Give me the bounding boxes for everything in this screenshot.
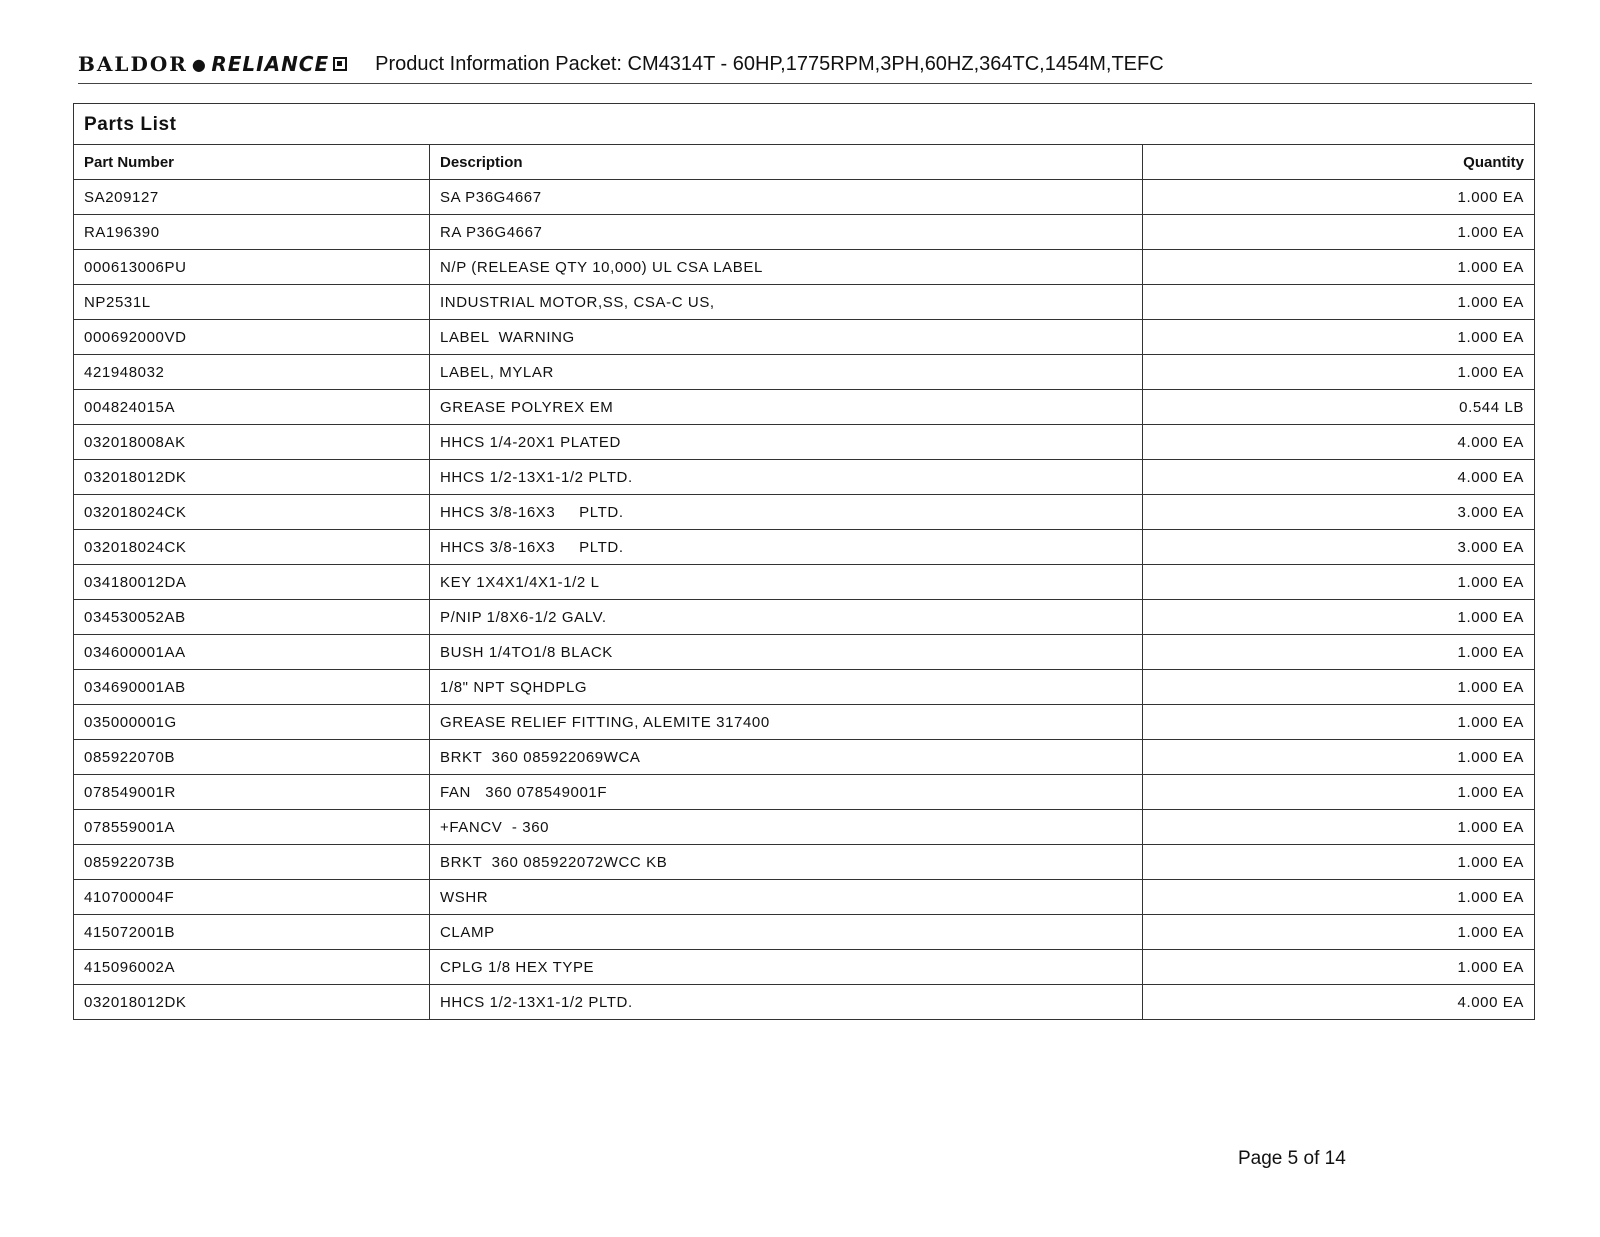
quantity-cell: 1.000 EA [1143, 180, 1535, 215]
quantity-cell: 1.000 EA [1143, 950, 1535, 985]
part-number-cell: 034690001AB [74, 670, 430, 705]
quantity-cell: 4.000 EA [1143, 985, 1535, 1020]
description-cell: INDUSTRIAL MOTOR,SS, CSA-C US, [430, 285, 1143, 320]
description-cell: WSHR [430, 880, 1143, 915]
part-number-cell: 415096002A [74, 950, 430, 985]
column-header-description: Description [430, 145, 1143, 180]
description-cell: BRKT 360 085922072WCC KB [430, 845, 1143, 880]
description-cell: GREASE POLYREX EM [430, 390, 1143, 425]
description-cell: P/NIP 1/8X6-1/2 GALV. [430, 600, 1143, 635]
description-cell: HHCS 1/2-13X1-1/2 PLTD. [430, 460, 1143, 495]
description-cell: CPLG 1/8 HEX TYPE [430, 950, 1143, 985]
quantity-cell: 3.000 EA [1143, 530, 1535, 565]
baldor-reliance-logo [78, 50, 347, 78]
description-cell: HHCS 3/8-16X3 PLTD. [430, 495, 1143, 530]
parts-list-body [74, 180, 1535, 1020]
logo-dot-icon: ● [191, 54, 208, 74]
parts-list-header-row [74, 145, 1535, 180]
quantity-cell: 1.000 EA [1143, 355, 1535, 390]
part-number-cell: 034600001AA [74, 635, 430, 670]
logo-baldor-text: BALDOR [78, 52, 188, 76]
description-cell: CLAMP [430, 915, 1143, 950]
description-cell: LABEL WARNING [430, 320, 1143, 355]
table-row [74, 530, 1535, 565]
quantity-cell: 1.000 EA [1143, 775, 1535, 810]
table-row [74, 915, 1535, 950]
table-row [74, 180, 1535, 215]
part-number-cell: NP2531L [74, 285, 430, 320]
quantity-cell: 1.000 EA [1143, 740, 1535, 775]
part-number-cell: 085922070B [74, 740, 430, 775]
description-cell: 1/8" NPT SQHDPLG [430, 670, 1143, 705]
table-row [74, 390, 1535, 425]
quantity-cell: 1.000 EA [1143, 705, 1535, 740]
column-header-quantity: Quantity [1143, 145, 1535, 180]
table-row [74, 600, 1535, 635]
quantity-cell: 4.000 EA [1143, 425, 1535, 460]
description-cell: HHCS 1/2-13X1-1/2 PLTD. [430, 985, 1143, 1020]
quantity-cell: 1.000 EA [1143, 600, 1535, 635]
logo-mark-icon [333, 57, 347, 71]
quantity-cell: 1.000 EA [1143, 285, 1535, 320]
page-number: Page 5 of 14 [1238, 1148, 1346, 1169]
part-number-cell: 032018024CK [74, 530, 430, 565]
table-row [74, 670, 1535, 705]
table-row [74, 250, 1535, 285]
quantity-cell: 0.544 LB [1143, 390, 1535, 425]
table-row [74, 845, 1535, 880]
part-number-cell: 078549001R [74, 775, 430, 810]
table-row [74, 635, 1535, 670]
table-row [74, 355, 1535, 390]
quantity-cell: 1.000 EA [1143, 670, 1535, 705]
part-number-cell: 004824015A [74, 390, 430, 425]
table-row [74, 215, 1535, 250]
part-number-cell: 421948032 [74, 355, 430, 390]
part-number-cell: RA196390 [74, 215, 430, 250]
quantity-cell: 1.000 EA [1143, 810, 1535, 845]
parts-list-caption: Parts List [74, 104, 1535, 145]
description-cell: RA P36G4667 [430, 215, 1143, 250]
description-cell: GREASE RELIEF FITTING, ALEMITE 317400 [430, 705, 1143, 740]
part-number-cell: SA209127 [74, 180, 430, 215]
description-cell: BUSH 1/4TO1/8 BLACK [430, 635, 1143, 670]
quantity-cell: 1.000 EA [1143, 320, 1535, 355]
table-row [74, 320, 1535, 355]
table-row [74, 285, 1535, 320]
part-number-cell: 000613006PU [74, 250, 430, 285]
table-row [74, 425, 1535, 460]
table-row [74, 740, 1535, 775]
table-row [74, 705, 1535, 740]
description-cell: +FANCV - 360 [430, 810, 1143, 845]
table-row [74, 775, 1535, 810]
document-title: Product Information Packet: CM4314T - 60HP,1775RPM,3PH,60HZ,364TC,1454M,TEFC [375, 53, 1164, 75]
quantity-cell: 1.000 EA [1143, 635, 1535, 670]
part-number-cell: 032018012DK [74, 985, 430, 1020]
table-row [74, 565, 1535, 600]
quantity-cell: 4.000 EA [1143, 460, 1535, 495]
description-cell: LABEL, MYLAR [430, 355, 1143, 390]
part-number-cell: 032018012DK [74, 460, 430, 495]
logo-reliance-text: RELIANCE [211, 52, 330, 76]
parts-list-table [73, 103, 1535, 1020]
part-number-cell: 410700004F [74, 880, 430, 915]
part-number-cell: 032018024CK [74, 495, 430, 530]
description-cell: N/P (RELEASE QTY 10,000) UL CSA LABEL [430, 250, 1143, 285]
part-number-cell: 415072001B [74, 915, 430, 950]
part-number-cell: 032018008AK [74, 425, 430, 460]
table-row [74, 880, 1535, 915]
table-row [74, 495, 1535, 530]
part-number-cell: 034530052AB [74, 600, 430, 635]
page-header [78, 50, 1532, 84]
description-cell: KEY 1X4X1/4X1-1/2 L [430, 565, 1143, 600]
quantity-cell: 1.000 EA [1143, 250, 1535, 285]
part-number-cell: 000692000VD [74, 320, 430, 355]
parts-list-caption-row [74, 104, 1535, 145]
part-number-cell: 034180012DA [74, 565, 430, 600]
description-cell: SA P36G4667 [430, 180, 1143, 215]
description-cell: BRKT 360 085922069WCA [430, 740, 1143, 775]
part-number-cell: 078559001A [74, 810, 430, 845]
quantity-cell: 1.000 EA [1143, 915, 1535, 950]
description-cell: FAN 360 078549001F [430, 775, 1143, 810]
part-number-cell: 085922073B [74, 845, 430, 880]
description-cell: HHCS 1/4-20X1 PLATED [430, 425, 1143, 460]
quantity-cell: 1.000 EA [1143, 880, 1535, 915]
table-row [74, 985, 1535, 1020]
table-row [74, 460, 1535, 495]
description-cell: HHCS 3/8-16X3 PLTD. [430, 530, 1143, 565]
quantity-cell: 1.000 EA [1143, 565, 1535, 600]
column-header-part-number: Part Number [74, 145, 430, 180]
quantity-cell: 1.000 EA [1143, 845, 1535, 880]
quantity-cell: 1.000 EA [1143, 215, 1535, 250]
table-row [74, 950, 1535, 985]
quantity-cell: 3.000 EA [1143, 495, 1535, 530]
table-row [74, 810, 1535, 845]
part-number-cell: 035000001G [74, 705, 430, 740]
